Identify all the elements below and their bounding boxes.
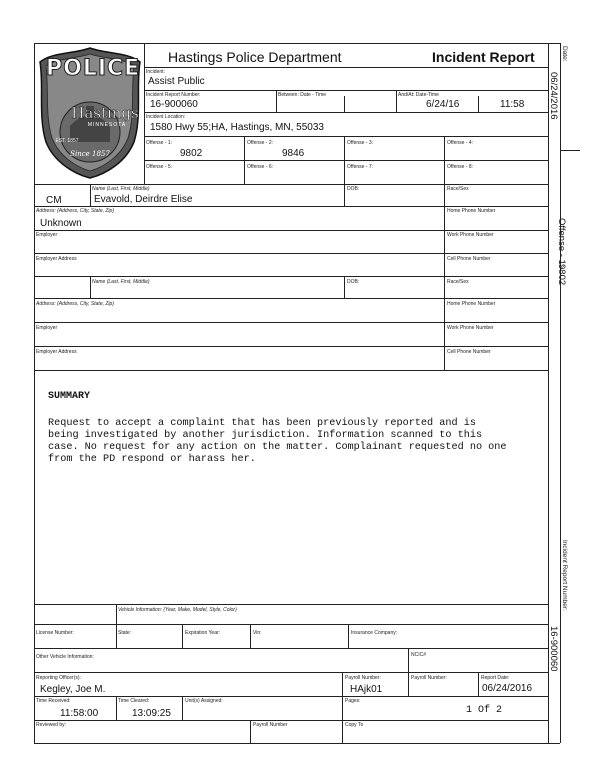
and-at-divider xyxy=(478,96,479,112)
tr-div3 xyxy=(342,696,343,720)
sidebar-left-border xyxy=(560,43,561,743)
badge-city: Hastings xyxy=(71,104,139,122)
and-at-time: 11:58 xyxy=(500,99,525,110)
payroll-label: Payroll Number: xyxy=(345,675,381,681)
person1-race-sex-label: Race/Sex xyxy=(447,186,469,192)
phone-column-div xyxy=(444,184,445,371)
badge-divider xyxy=(144,43,145,184)
frame-left xyxy=(34,43,35,743)
person1-code: CM xyxy=(46,195,62,206)
insurance-label: Insurance Company: xyxy=(351,630,398,636)
sidebar-bottom xyxy=(548,743,560,744)
pages-label: Pages: xyxy=(345,698,361,704)
off-div-b xyxy=(408,672,409,696)
report-date: 06/24/2016 xyxy=(482,683,533,694)
location-label: Incident Location: xyxy=(146,114,186,120)
rv-div2 xyxy=(342,720,343,743)
reporting-officer: Kegley, Joe M. xyxy=(40,684,106,695)
off-div-c xyxy=(478,672,479,696)
offense-3-label: Offense - 3: xyxy=(347,140,374,146)
person2-employer-address-label: Employer Address xyxy=(36,349,77,355)
rv-div1 xyxy=(250,720,251,743)
lic-div2 xyxy=(182,624,183,648)
offense-6-label: Offense - 6: xyxy=(247,164,274,170)
summary-line-1: Request to accept a complaint that has been previously reported and is xyxy=(48,418,476,429)
offense-4-label: Offense - 4: xyxy=(447,140,474,146)
p1-line3 xyxy=(34,253,548,254)
sidebar-offense: 9802 xyxy=(556,264,567,286)
p1-line2 xyxy=(34,230,548,231)
vin-label: Vin: xyxy=(253,630,262,636)
person2-work-phone-label: Work Phone Number xyxy=(447,325,494,331)
payroll3-label: Payroll Number xyxy=(253,722,288,728)
location-value: 1580 Hwy 55;HA, Hastings, MN, 55033 xyxy=(150,122,324,133)
frame-top xyxy=(34,43,549,44)
location-line xyxy=(144,136,548,137)
person2-cell-phone-label: Cell Phone Number xyxy=(447,349,491,355)
offense-1-label: Offense - 1: xyxy=(146,140,173,146)
person2-employer-label: Employer xyxy=(36,325,58,331)
summary-line-2: being investigated by another jurisdiction. Information scanned to this xyxy=(48,430,483,441)
person2-race-sex-label: Race/Sex xyxy=(447,279,469,285)
report-title: Incident Report xyxy=(432,49,535,65)
vehicle-line3 xyxy=(34,672,548,673)
p1-line1 xyxy=(34,206,548,207)
p1-dob-div xyxy=(344,184,345,206)
person1-employer-label: Employer xyxy=(36,232,58,238)
lic-div3 xyxy=(250,624,251,648)
department-name: Hastings Police Department xyxy=(168,49,342,65)
reviewed-by-label: Reviewed by: xyxy=(36,722,67,728)
reporting-officer-label: Reporting Officer(s): xyxy=(36,675,81,681)
person2-home-phone-label: Home Phone Number xyxy=(447,301,496,307)
tr-div1 xyxy=(116,696,117,720)
offense-line1 xyxy=(144,160,548,161)
badge-motto: EST. 1857 xyxy=(55,138,79,144)
person2-name-label: Name (Last, First, Middle) xyxy=(92,279,150,285)
p1-code-div xyxy=(90,184,91,206)
p2-code-div xyxy=(90,276,91,298)
person1-work-phone-label: Work Phone Number xyxy=(447,232,494,238)
p2-line4 xyxy=(34,370,548,371)
person1-cell-phone-label: Cell Phone Number xyxy=(447,256,491,262)
offense-2-value: 9846 xyxy=(282,148,305,159)
badge-since: Since 1857 xyxy=(70,150,110,158)
sidebar-date: 06/24/2016 xyxy=(548,72,559,120)
ncic-div xyxy=(408,648,409,672)
person1-dob-label: DOB: xyxy=(347,186,360,192)
sidebar-top xyxy=(548,43,560,44)
vehicle-line1 xyxy=(34,624,548,625)
summary-heading: SUMMARY xyxy=(48,391,91,402)
person1-home-phone-label: Home Phone Number xyxy=(447,208,496,214)
sidebar-irn: 16-900060 xyxy=(548,626,559,672)
p2-line2 xyxy=(34,322,548,323)
frame-bottom xyxy=(34,743,549,744)
incident-label: Incident: xyxy=(146,69,165,75)
report-date-label: Report Date: xyxy=(481,675,510,681)
header-line xyxy=(144,67,548,68)
summary-line-3: case. No request for any action on the matter. Complainant requested no one xyxy=(48,442,507,453)
lic-div1 xyxy=(116,624,117,648)
p1-line4 xyxy=(34,276,548,277)
and-at-date: 6/24/16 xyxy=(426,99,460,110)
units-label: Unit(s) Assigned: xyxy=(185,698,223,704)
officer-line1 xyxy=(34,696,548,697)
person1-address-label: Address: (Address, City, State, Zip) xyxy=(36,208,114,214)
time-cleared: 13:09:25 xyxy=(132,708,171,719)
report-number-value: 16-900060 xyxy=(150,99,198,110)
person1-name-label: Name (Last, First, Middle) xyxy=(92,186,150,192)
lic-div4 xyxy=(348,624,349,648)
expiration-label: Expiration Year: xyxy=(185,630,221,636)
off-div-a xyxy=(342,672,343,696)
incident-line xyxy=(144,90,548,91)
time-received: 11:58:00 xyxy=(60,708,99,719)
p2-line1 xyxy=(34,298,548,299)
rn-divider2 xyxy=(396,90,397,112)
person1-address: Unknown xyxy=(40,218,82,229)
time-cleared-label: Time Cleared: xyxy=(118,698,150,704)
badge-top-text: POLICE xyxy=(46,56,141,81)
license-label: License Number: xyxy=(36,630,74,636)
vehicle-info-label: Vehicle Information: (Year, Make, Model, Style, Color) xyxy=(118,607,237,613)
ncic-label: NCIC# xyxy=(411,652,427,658)
sidebar-date-sep xyxy=(560,150,580,151)
payroll2-label: Payroll Number: xyxy=(411,675,447,681)
between-divider xyxy=(344,96,345,112)
offense-1-value: 9802 xyxy=(180,148,203,159)
rn-divider1 xyxy=(276,90,277,112)
sidebar-irn-label: Incident Report Number: xyxy=(561,540,568,611)
tr-div2 xyxy=(182,696,183,720)
offense-line2 xyxy=(34,184,548,185)
sidebar-date-label: Date: xyxy=(561,46,568,62)
incident-value: Assist Public xyxy=(148,76,205,87)
p2-line3 xyxy=(34,346,548,347)
sidebar-offense-label: Offense - 1: xyxy=(556,218,567,268)
p2-dob-div xyxy=(344,276,345,298)
rn-line xyxy=(144,112,548,113)
and-at-label: And/At: Date-Time xyxy=(398,92,439,98)
vehicle-info-div xyxy=(116,604,117,624)
offense-2-label: Offense - 2: xyxy=(247,140,274,146)
pages-value: 1 Of 2 xyxy=(466,705,503,716)
offense-5-label: Offense - 5: xyxy=(146,164,173,170)
person2-address-label: Address: (Address, City, State, Zip) xyxy=(36,301,114,307)
time-received-label: Time Received: xyxy=(36,698,71,704)
state-label: State: xyxy=(118,630,132,636)
offense-8-label: Offense - 8: xyxy=(447,164,474,170)
badge-state: MINNESOTA xyxy=(87,122,127,128)
person1-employer-address-label: Employer Address xyxy=(36,256,77,262)
payroll-value: HAjk01 xyxy=(350,684,383,695)
person2-dob-label: DOB: xyxy=(347,279,360,285)
copy-to-label: Copy To xyxy=(345,722,364,728)
police-badge xyxy=(36,46,144,180)
person1-name: Evavold, Deirdre Elise xyxy=(94,194,193,205)
vehicle-line2 xyxy=(34,648,548,649)
offense-7-label: Offense - 7: xyxy=(347,164,374,170)
between-label: Between: Date - Time xyxy=(278,92,327,98)
other-vehicle-label: Other Vehicle Information: xyxy=(36,654,94,660)
vehicle-top xyxy=(34,604,548,605)
report-number-label: Incident Report Number: xyxy=(146,92,201,98)
summary-line-4: from the PD respond or harass her. xyxy=(48,454,256,465)
officer-line2 xyxy=(34,720,548,721)
